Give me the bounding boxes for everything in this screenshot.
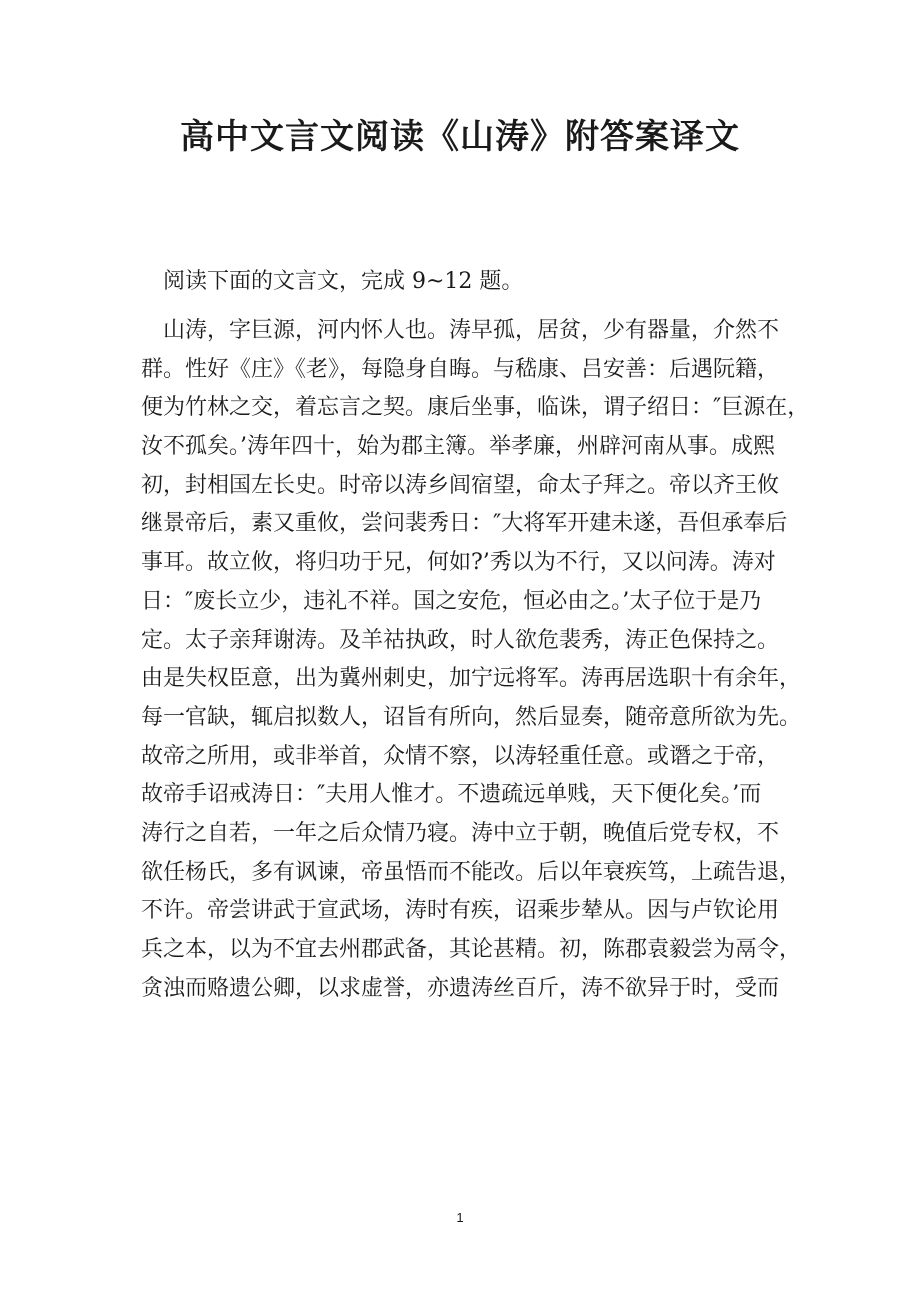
passage-line: 汝不孤矣。’涛年四十，始为郡主簿。举孝廉，州辟河南从事。成熙 — [141, 434, 775, 460]
passage-line: 由是失权臣意，出为冀州刺史，加宁远将军。涛再居选职十有余年， — [141, 666, 802, 692]
passage-line: 初，封相国左长史。时帝以涛乡闾宿望，命太子拜之。帝以齐王攸 — [141, 472, 780, 498]
passage-line: 事耳。故立攸，将归功于兄，何如?’秀以为不行，又以问涛。涛对 — [141, 550, 776, 576]
passage-line: 不许。帝尝讲武于宣武场，涛时有疾，诏乘步辇从。因与卢钦论用 — [141, 898, 780, 924]
passage-line: 便为竹林之交，着忘言之契。康后坐事，临诛，谓子绍日：″巨源在， — [141, 395, 810, 421]
passage-line: 贪浊而赂遗公卿，以求虚誉，亦遗涛丝百斤，涛不欲异于时，受而 — [141, 975, 780, 1001]
passage-line: 涛行之自若，一年之后众情乃寝。涛中立于朝，晚值后党专权，不 — [141, 820, 780, 846]
passage-line: 故帝之所用，或非举首，众情不察，以涛轻重任意。或谮之于帝， — [141, 743, 780, 769]
document-title: 高中文言文阅读《山涛》附答案译文 — [180, 117, 740, 157]
passage-line: 欲任杨氏，多有讽谏，帝虽悟而不能改。后以年衰疾笃，上疏告退， — [141, 859, 802, 885]
passage-line: 故帝手诏戒涛日：″夫用人惟才。不遗疏远单贱，天下便化矣。’而 — [141, 782, 762, 808]
passage-line: 群。性好《庄》《老》，每隐身自晦。与嵇康、吕安善：后遇阮籍， — [141, 356, 780, 382]
passage-line: 日：″废长立少，违礼不祥。国之安危，恒必由之。’太子位于是乃 — [141, 588, 762, 614]
passage-line: 每一官缺，辄启拟数人，诏旨有所向，然后显奏，随帝意所欲为先。 — [141, 704, 802, 730]
passage-line: 定。太子亲拜谢涛。及羊祜执政，时人欲危裴秀，涛正色保持之。 — [141, 627, 780, 653]
intro-paragraph: 阅读下面的文言文，完成 9~12 题。 — [163, 269, 524, 294]
passage-line: 山涛，字巨源，河内怀人也。涛早孤，居贫，少有器量，介然不 — [163, 318, 780, 343]
passage-body — [141, 312, 810, 1008]
passage-line: 继景帝后，素又重攸，尝问裴秀日：″大将军开建未遂，吾但承奉后 — [141, 511, 788, 537]
passage-line: 兵之本，以为不宜去州郡武备，其论甚精。初，陈郡袁毅尝为鬲令， — [141, 937, 802, 962]
page-number: 1 — [456, 1210, 464, 1225]
